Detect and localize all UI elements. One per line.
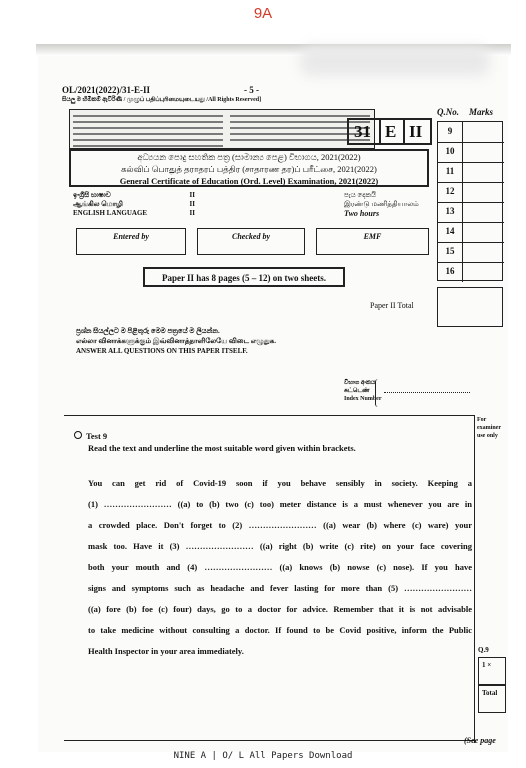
marks-table — [437, 121, 503, 281]
passage-line: both your mouth and (4) …………………… ((a) knows (b) nowse (c) nose). If you have — [88, 562, 472, 572]
index-tamil: சுட்டெண் — [344, 388, 370, 394]
subject-block: ඉංග්‍රීසි භාෂාව II ஆங்கில மொழி II ENGLISH LANGUAGE II — [73, 191, 195, 217]
q9-total-box: Total — [478, 685, 506, 713]
index-number-field[interactable] — [384, 392, 470, 393]
footer-text: NINE A | O/ L All Papers Download — [173, 751, 353, 761]
department-notice — [69, 109, 375, 149]
page-tag: 9A — [253, 5, 273, 22]
marks-row: 16 — [438, 262, 504, 282]
see-page-note: (See page — [464, 736, 496, 745]
passage-line: Health Inspector in your area immediately. — [88, 646, 244, 656]
marks-row: 15 — [438, 242, 504, 263]
test-heading: Test 9 — [74, 431, 107, 441]
duration-block — [344, 191, 430, 221]
duration-sinhala: පැය දෙකයි — [344, 191, 377, 199]
paper-total-box — [437, 287, 503, 327]
marks-row: 9 — [438, 122, 504, 143]
subject-code-letter: E — [385, 122, 397, 141]
index-english: Index Number — [344, 396, 382, 402]
passage-line: You can get rid of Covid-19 soon if you behave sensibly in society. Keeping a — [88, 478, 472, 488]
entered-by-box: Entered by — [76, 228, 186, 255]
marks-row: 10 — [438, 142, 504, 163]
duration-english: Two hours — [344, 209, 380, 218]
exam-title-tamil: கல்விப் பொதுத் தராதரப் பத்திர (சாதாரண தர)ப் பரீட்சை, 2021(2022) — [121, 164, 377, 174]
instruction-sinhala: ප්‍රශ්න සියල්ලට ම පිළිතුරු මෙම පත්‍රයේ ම ලියන්න. — [76, 327, 220, 335]
subject-code-number: 31 — [354, 122, 371, 141]
pages-notice: Paper II has 8 pages (5 – 12) on two sheets. — [143, 267, 345, 287]
checked-by-box: Checked by — [197, 228, 305, 255]
q9-label: Q.9 — [478, 646, 489, 654]
paper-code: OL/2021(2022)/31-E-II — [62, 85, 151, 95]
test-instruction: Read the text and underline the most suitable word given within brackets. — [88, 443, 356, 453]
subject-code-paper: II — [409, 122, 423, 141]
passage-line: ((a) fore (b) foe (c) four) days, go to a doctor for advice. Remember that it is not advisable — [88, 604, 472, 614]
duration-tamil: இரண்டு மணித்தியாலம் — [344, 200, 419, 208]
page-number: - 5 - — [244, 85, 259, 95]
examiner-column-label: For examiner use only — [477, 417, 501, 439]
subject-sinhala: ඉංග්‍රීසි භාෂාව — [73, 191, 111, 199]
q9-score-box: 1 × — [478, 657, 506, 685]
erased-mark — [300, 46, 490, 76]
subject-tamil: ஆங்கில மொழி — [73, 200, 123, 208]
exam-title-sinhala: අධ්‍යයන පොදු සහතික පත්‍ර (සාමාන්‍ය පෙළ) විභාගය, 2021(2022) — [137, 152, 361, 162]
index-number-block — [344, 379, 472, 409]
instruction-english: ANSWER ALL QUESTIONS ON THIS PAPER ITSELF. — [76, 347, 248, 355]
qno-label: Q.No. — [437, 107, 459, 117]
marks-row: 12 — [438, 182, 504, 203]
examiner-column-divider — [474, 415, 475, 743]
emf-box: EMF — [316, 228, 429, 255]
marks-row: 13 — [438, 202, 504, 223]
index-brace — [375, 379, 382, 407]
marks-row: 11 — [438, 162, 504, 183]
marks-row: 14 — [438, 222, 504, 243]
passage-line: a crowded place. Don't forget to (2) …………………… ((a) wear (b) where (c) ware) your — [88, 520, 472, 530]
paper-total-label: Paper II Total — [370, 301, 414, 310]
passage-line: to take medicine without consulting a doctor. If found to be Covid positive, inform the Public — [88, 625, 472, 635]
copyright-line: සියලු ම හිමිකම් ඇවිරිණි / முழுப் பதிப்புரிமையுடையது /All Rights Reserved] — [62, 97, 262, 103]
section-divider — [64, 415, 474, 416]
marks-label: Marks — [469, 107, 494, 117]
exam-title-english: General Certificate of Education (Ord. Level) Examination, 2021(2022) — [119, 176, 379, 186]
bottom-divider — [64, 740, 474, 741]
subject-english: ENGLISH LANGUAGE — [73, 209, 148, 217]
passage-line: signs and symptoms such as headache and fever lasting for more than (5) …………………… — [88, 583, 472, 593]
subject-code-box — [347, 118, 432, 145]
exam-title-box — [69, 149, 429, 187]
passage-line: (1) …………………… ((a) to (b) two (c) too) meter distance is a must whenever you are in — [88, 499, 472, 509]
index-sinhala: විභාග අංකය — [344, 380, 376, 386]
instruction-tamil: எல்லா வினாக்களுக்கும் இவ்வினாத்தாளிலேயே விடை எழுதுக. — [76, 337, 277, 345]
passage-line: mask too. Have it (3) …………………… ((a) right (b) write (c) rite) on your face covering — [88, 541, 472, 551]
bullet-circle-icon — [74, 431, 82, 439]
